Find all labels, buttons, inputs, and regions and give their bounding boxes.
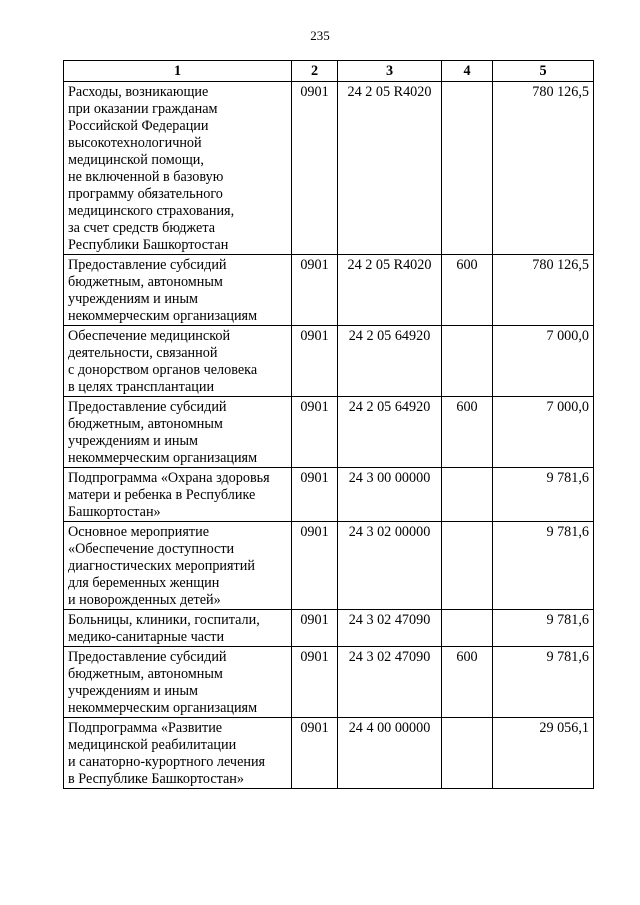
table-row (64, 647, 594, 718)
row-name: Обеспечение медицинской деятельности, связанной с донорством органов человека в целях трансплантации (64, 326, 292, 397)
header-col-5: 5 (493, 61, 594, 82)
header-row (64, 61, 594, 82)
row-expense-type (442, 718, 493, 789)
row-target-code: 24 3 00 00000 (338, 468, 442, 522)
row-name: Подпрограмма «Развитие медицинской реабилитации и санаторно-курортного лечения в Республике Башкортостан» (64, 718, 292, 789)
row-expense-type: 600 (442, 647, 493, 718)
header-col-2: 2 (292, 61, 338, 82)
row-name: Предоставление субсидий бюджетным, автономным учреждениям и иным некоммерческим организациям (64, 647, 292, 718)
row-amount: 9 781,6 (493, 610, 594, 647)
row-amount: 9 781,6 (493, 522, 594, 610)
row-amount: 780 126,5 (493, 82, 594, 255)
header-col-3: 3 (338, 61, 442, 82)
row-amount: 780 126,5 (493, 255, 594, 326)
row-name: Основное мероприятие «Обеспечение доступности диагностических мероприятий для беременных женщин и новорожденных детей» (64, 522, 292, 610)
row-section-code: 0901 (292, 397, 338, 468)
row-expense-type (442, 522, 493, 610)
budget-table (63, 60, 594, 789)
row-section-code: 0901 (292, 326, 338, 397)
row-amount: 9 781,6 (493, 468, 594, 522)
header-col-4: 4 (442, 61, 493, 82)
table-row (64, 397, 594, 468)
row-amount: 29 056,1 (493, 718, 594, 789)
row-amount: 7 000,0 (493, 397, 594, 468)
row-target-code: 24 3 02 47090 (338, 610, 442, 647)
row-name: Расходы, возникающие при оказании гражданам Российской Федерации высокотехнологичной медицинской помощи, не включенной в базовую программу обязательного медицинского страхования, за счет средств бюджета Республики Башкортостан (64, 82, 292, 255)
header-col-1: 1 (64, 61, 292, 82)
row-expense-type (442, 468, 493, 522)
row-target-code: 24 2 05 64920 (338, 397, 442, 468)
row-target-code: 24 2 05 R4020 (338, 82, 442, 255)
table-row (64, 82, 594, 255)
row-amount: 7 000,0 (493, 326, 594, 397)
row-section-code: 0901 (292, 522, 338, 610)
page-number: 235 (310, 28, 330, 43)
row-amount: 9 781,6 (493, 647, 594, 718)
row-expense-type (442, 326, 493, 397)
row-target-code: 24 3 02 00000 (338, 522, 442, 610)
row-section-code: 0901 (292, 647, 338, 718)
table-row (64, 468, 594, 522)
row-section-code: 0901 (292, 718, 338, 789)
row-name: Подпрограмма «Охрана здоровья матери и ребенка в Республике Башкортостан» (64, 468, 292, 522)
row-target-code: 24 2 05 64920 (338, 326, 442, 397)
table-row (64, 255, 594, 326)
row-target-code: 24 4 00 00000 (338, 718, 442, 789)
table-row (64, 718, 594, 789)
row-target-code: 24 2 05 R4020 (338, 255, 442, 326)
row-expense-type (442, 610, 493, 647)
row-name: Больницы, клиники, госпитали, медико-санитарные части (64, 610, 292, 647)
row-section-code: 0901 (292, 468, 338, 522)
table-row (64, 326, 594, 397)
row-target-code: 24 3 02 47090 (338, 647, 442, 718)
table-row (64, 610, 594, 647)
row-section-code: 0901 (292, 82, 338, 255)
row-name: Предоставление субсидий бюджетным, автономным учреждениям и иным некоммерческим организациям (64, 397, 292, 468)
row-section-code: 0901 (292, 255, 338, 326)
row-expense-type (442, 82, 493, 255)
table-row (64, 522, 594, 610)
row-expense-type: 600 (442, 397, 493, 468)
row-expense-type: 600 (442, 255, 493, 326)
row-name: Предоставление субсидий бюджетным, автономным учреждениям и иным некоммерческим организациям (64, 255, 292, 326)
row-section-code: 0901 (292, 610, 338, 647)
